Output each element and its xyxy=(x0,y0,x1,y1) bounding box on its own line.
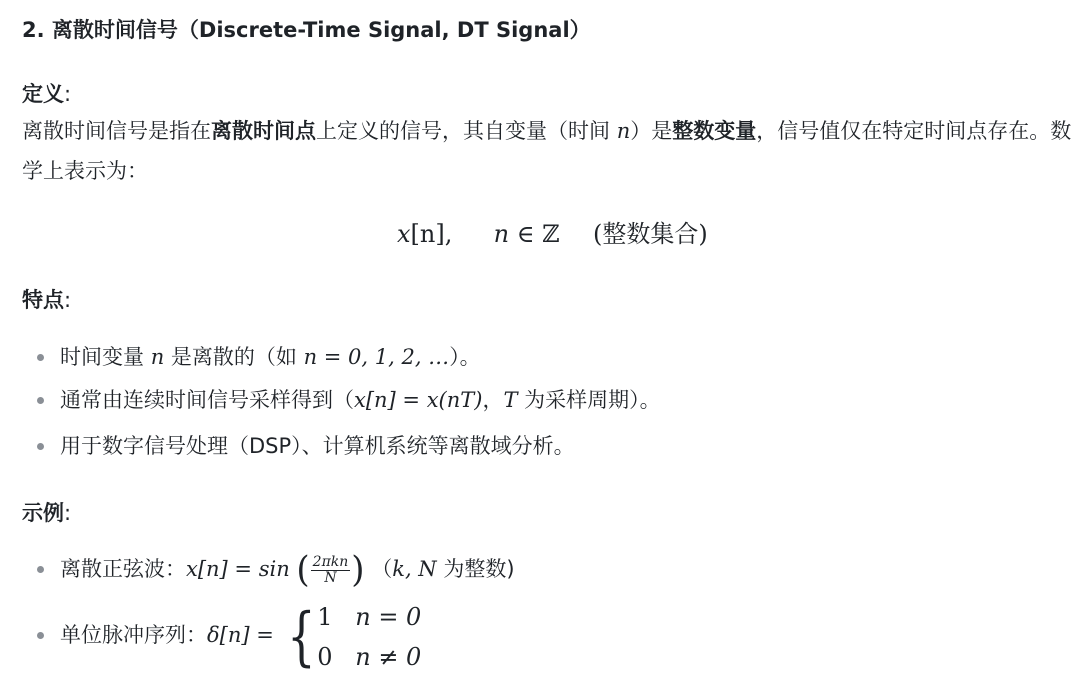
left-paren: ( xyxy=(296,549,310,591)
definition-paragraph xyxy=(22,111,1072,191)
definition-label-row xyxy=(22,78,71,108)
definition-var-n: n xyxy=(616,119,631,143)
formula-note: (整数集合) xyxy=(592,220,708,248)
features-label-row xyxy=(22,284,71,314)
formula-in: ∈ xyxy=(516,220,535,248)
examples-label: 示例 xyxy=(22,501,64,525)
definition-text-4: ，信号值仅在特定时间点存在。数学上表示为： xyxy=(22,119,1072,183)
features-item-2-pre: 通常由连续时间信号采样得到（ xyxy=(60,388,354,412)
features-item-2 xyxy=(22,377,661,423)
example-sine-note-post: 为整数) xyxy=(436,557,515,581)
example-sine-label: 离散正弦波： xyxy=(60,557,186,581)
features-item-2-end: 为采样周期）。 xyxy=(517,388,661,412)
features-colon: : xyxy=(64,288,72,312)
definition-text-1: 离散时间信号是指在 xyxy=(22,119,211,143)
case-rows xyxy=(317,597,421,677)
features-item-1-post: 是离散的（如 xyxy=(164,345,304,369)
definition-text-3: ）是 xyxy=(630,119,673,143)
example-sine-lhs: x[n] = sin xyxy=(186,557,290,581)
bullet-icon xyxy=(37,397,44,404)
features-item-2-math: x[n] = x(nT) xyxy=(354,388,483,412)
bullet-icon xyxy=(37,632,44,639)
case-row-2-condition: n ≠ 0 xyxy=(355,643,422,671)
example-impulse-label: 单位脉冲序列： xyxy=(60,623,207,647)
fraction-denominator: N xyxy=(324,569,337,586)
formula-bracket: [n], xyxy=(410,220,453,248)
features-item-1-end: ）。 xyxy=(449,345,481,369)
definition-bold-2: 整数变量 xyxy=(672,119,757,143)
definition-text-2: 上定义的信号，其自变量（时间 xyxy=(316,119,617,143)
case-row-1 xyxy=(317,597,421,637)
formula-n: n xyxy=(493,220,510,248)
formula-x: x xyxy=(397,220,411,248)
features-item-1-math: n xyxy=(150,345,165,369)
right-paren: ) xyxy=(351,549,365,591)
examples-colon: : xyxy=(64,501,72,525)
features-item-1 xyxy=(22,337,661,377)
case-row-2 xyxy=(317,637,421,677)
examples-item-1 xyxy=(22,546,515,592)
examples-list xyxy=(22,546,515,678)
left-brace: { xyxy=(286,600,316,674)
example-sine-note-open: （ xyxy=(371,557,393,581)
bullet-icon xyxy=(37,443,44,450)
case-row-1-value: 1 xyxy=(317,603,333,631)
features-item-3 xyxy=(22,423,661,469)
bullet-icon xyxy=(37,566,44,573)
definition-label: 定义 xyxy=(22,82,64,106)
example-impulse-lhs: δ[n] = xyxy=(207,623,274,647)
features-item-2-post: ， xyxy=(482,388,504,412)
example-sine-note-math: k, N xyxy=(392,557,437,581)
case-row-1-condition: n = 0 xyxy=(355,603,422,631)
example-sine-fraction xyxy=(311,555,351,586)
section-heading: 2. 离散时间信号（Discrete-Time Signal, DT Signal） xyxy=(22,18,591,42)
examples-label-row xyxy=(22,497,71,527)
features-item-1-pre: 时间变量 xyxy=(60,345,151,369)
fraction-numerator: 2πkn xyxy=(312,553,349,570)
features-label: 特点 xyxy=(22,288,64,312)
formula-z: ℤ xyxy=(542,220,560,248)
features-list xyxy=(22,337,661,469)
features-item-3-pre: 用于数字信号处理（DSP）、计算机系统等离散域分析。 xyxy=(60,434,575,458)
examples-item-2 xyxy=(22,592,515,678)
bullet-icon xyxy=(37,354,44,361)
definition-bold-1: 离散时间点 xyxy=(211,119,316,143)
piecewise-cases xyxy=(281,593,422,679)
features-item-1-math2: n = 0, 1, 2, … xyxy=(303,345,450,369)
definition-colon: : xyxy=(64,82,72,106)
definition-formula xyxy=(397,214,708,249)
features-item-2-math2: T xyxy=(503,388,518,412)
case-row-2-value: 0 xyxy=(317,643,333,671)
